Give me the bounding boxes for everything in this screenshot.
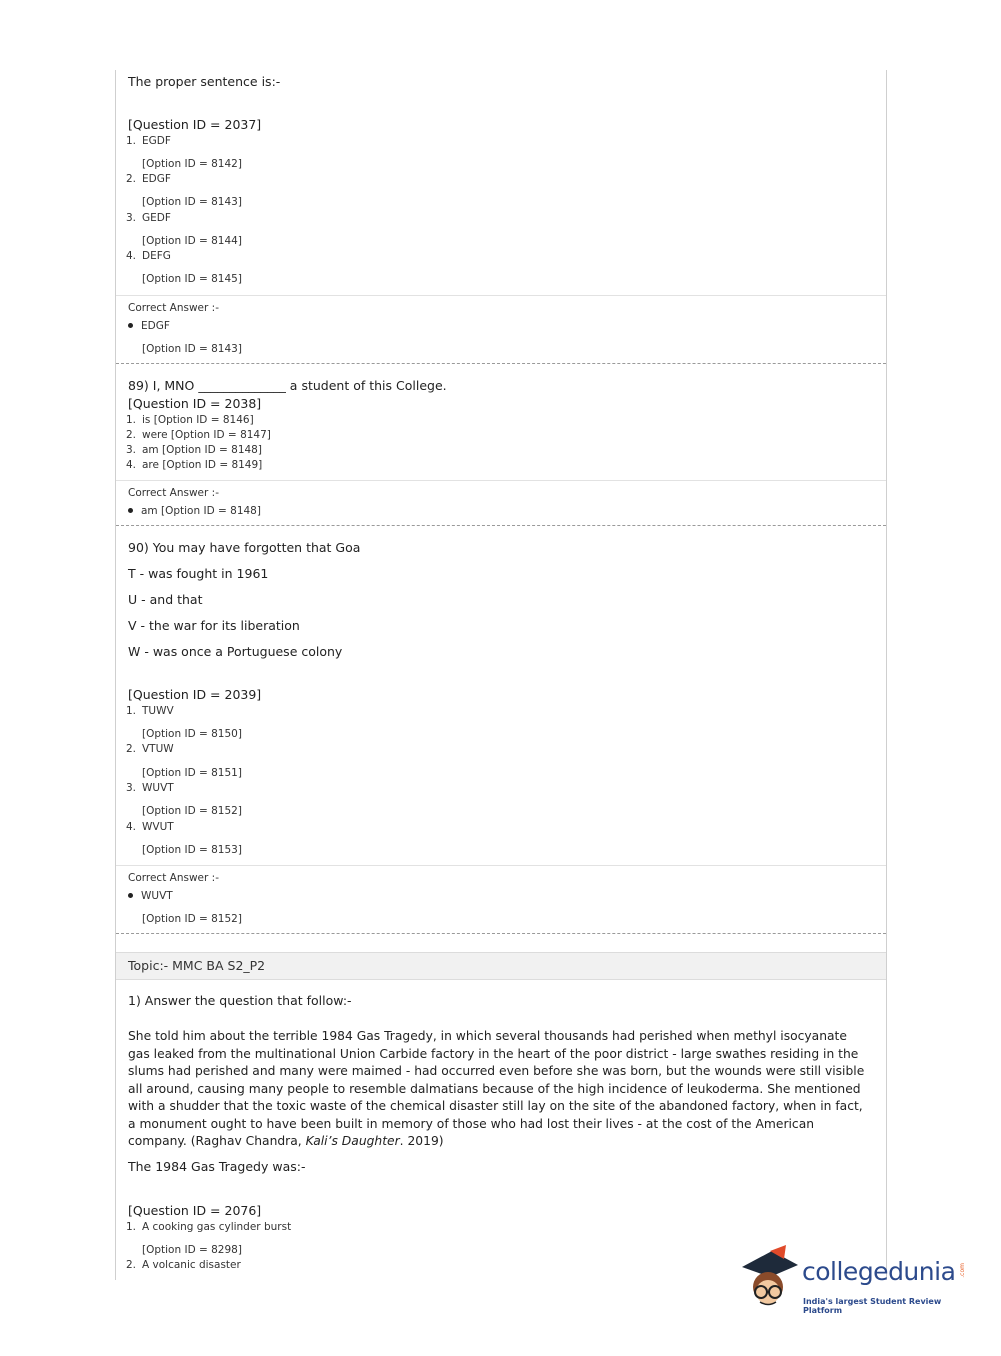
t1-passage: She told him about the terrible 1984 Gas Tragedy, in which several thousands had perished when methyl isocyanate gas leaked from the multinational Union Carbide factory in the heart of the poor district - large swathes residing in the slums had perished and many were maimed - had occurred even before she was born, but the wounds were still visible all around, causing many people to resemble dalmatians because of the high incidence of leukoderma. She mentioned with a shudder that the toxic waste of the chemical disaster still lay on the site of the abandoned factory, when in fact, a monument ought to have been built in memory of those who had lost their lives - at the cost of the American company. (Raghav Chandra, Kali’s Daughter. 2019) [128,1029,865,1148]
bullet-icon [128,893,133,898]
q88-option-2-id: [Option ID = 8143] [142,196,242,208]
collegedunia-logo [740,1245,970,1320]
q89-question-id: [Question ID = 2038] [128,396,262,411]
q89-option-4: 4. are [Option ID = 8149] [126,459,263,471]
q88-correct-id: [Option ID = 8143] [142,343,242,355]
q88-correct-answer: EDGF [128,320,170,332]
question-separator [116,933,886,934]
q90-option-3: 3. WUVT [126,782,174,794]
q88-option-2: 2. EDGF [126,173,171,185]
q88-prompt: The proper sentence is:- [128,74,281,89]
q90-part-t: T - was fought in 1961 [128,566,269,581]
q90-option-2-id: [Option ID = 8151] [142,767,242,779]
logo-com: .com [959,1263,966,1278]
q89-correct-answer: am [Option ID = 8148] [128,505,261,517]
q90-part-u: U - and that [128,592,203,607]
t1-stem: The 1984 Gas Tragedy was:- [128,1159,306,1174]
q88-option-4: 4. DEFG [126,250,171,262]
q88-question-id: [Question ID = 2037] [128,117,262,132]
q90-option-4-id: [Option ID = 8153] [142,844,242,856]
q89-option-2: 2. were [Option ID = 8147] [126,429,271,441]
q88-option-3-id: [Option ID = 8144] [142,235,242,247]
t1-prompt: 1) Answer the question that follow:- [128,993,352,1008]
q90-correct-id: [Option ID = 8152] [142,913,242,925]
q88-option-4-id: [Option ID = 8145] [142,273,242,285]
t1-question-id: [Question ID = 2076] [128,1203,262,1218]
q88-option-1-id: [Option ID = 8142] [142,158,242,170]
q90-part-w: W - was once a Portuguese colony [128,644,343,659]
t1-option-2: 2. A volcanic disaster [126,1259,241,1271]
mascot-icon [740,1245,800,1317]
q89-correct-label: Correct Answer :- [128,487,219,499]
exam-page [115,70,887,1280]
q90-option-3-id: [Option ID = 8152] [142,805,242,817]
bullet-icon [128,508,133,513]
q88-option-3: 3. GEDF [126,212,171,224]
q90-correct-label: Correct Answer :- [128,872,219,884]
q90-option-2: 2. VTUW [126,743,174,755]
t1-option-1-id: [Option ID = 8298] [142,1244,242,1256]
q89-prompt: 89) I, MNO ______________ a student of this College. [128,378,447,393]
topic-header [116,952,886,980]
bullet-icon [128,323,133,328]
t1-option-1: 1. A cooking gas cylinder burst [126,1221,292,1233]
question-separator [116,525,886,526]
q90-option-1-id: [Option ID = 8150] [142,728,242,740]
q88-correct-label: Correct Answer :- [128,302,219,314]
q90-correct-answer: WUVT [128,890,173,902]
q89-option-3: 3. am [Option ID = 8148] [126,444,262,456]
q90-question-id: [Question ID = 2039] [128,687,262,702]
divider [116,295,886,296]
q88-option-1: 1. EGDF [126,135,171,147]
divider [116,865,886,866]
logo-tagline: India's largest Student Review Platform [803,1297,942,1315]
q89-option-1: 1. is [Option ID = 8146] [126,414,254,426]
q90-part-v: V - the war for its liberation [128,618,300,633]
q90-option-4: 4. WVUT [126,821,174,833]
q90-option-1: 1. TUWV [126,705,174,717]
q90-prompt: 90) You may have forgotten that Goa [128,540,361,555]
topic-title: Topic:- MMC BA S2_P2 [128,958,266,973]
question-separator [116,363,886,364]
logo-wordmark: collegedunia [802,1257,956,1286]
divider [116,480,886,481]
